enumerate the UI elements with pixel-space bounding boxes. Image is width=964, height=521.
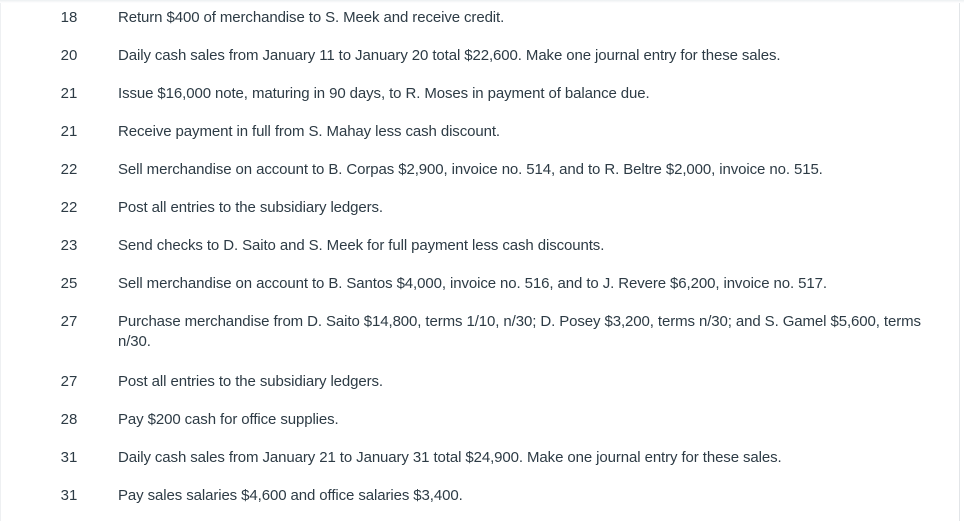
transaction-date: 22 [60, 161, 78, 178]
transaction-text: Post all entries to the subsidiary ledgers. [118, 199, 384, 216]
transaction-date: 23 [60, 237, 78, 254]
top-edge [0, 0, 964, 3]
transaction-date: 28 [60, 411, 78, 428]
transaction-date: 20 [60, 47, 78, 64]
transaction-text: Post all entries to the subsidiary ledgers. [118, 373, 384, 390]
transaction-date: 31 [60, 449, 78, 466]
transaction-date: 27 [60, 373, 78, 390]
transaction-date: 27 [60, 313, 78, 330]
transaction-text: Purchase merchandise from D. Saito $14,800, terms 1/10, n/30; D. Posey $3,200, terms n/30; and S. Gamel $5,600, terms n/30. [118, 313, 921, 350]
transaction-date: 31 [60, 487, 78, 504]
transaction-text: Issue $16,000 note, maturing in 90 days, to R. Moses in payment of balance due. [118, 85, 650, 102]
transaction-date: 22 [60, 199, 78, 216]
transaction-text: Daily cash sales from January 21 to January 31 total $24,900. Make one journal entry for these sales. [118, 449, 782, 466]
transaction-text: Receive payment in full from S. Mahay less cash discount. [118, 123, 500, 140]
transaction-date: 18 [60, 9, 78, 26]
transaction-text: Sell merchandise on account to B. Santos $4,000, invoice no. 516, and to J. Revere $6,200, invoice no. 517. [118, 275, 827, 292]
transaction-text: Daily cash sales from January 11 to January 20 total $22,600. Make one journal entry for these sales. [118, 47, 781, 64]
transaction-date: 21 [60, 85, 78, 102]
transaction-text: Return $400 of merchandise to S. Meek and receive credit. [118, 9, 505, 26]
transaction-text: Pay $200 cash for office supplies. [118, 411, 339, 428]
transaction-text: Pay sales salaries $4,600 and office salaries $3,400. [118, 487, 463, 504]
transaction-date: 21 [60, 123, 78, 140]
transaction-text: Send checks to D. Saito and S. Meek for full payment less cash discounts. [118, 237, 605, 254]
transaction-text: Sell merchandise on account to B. Corpas $2,900, invoice no. 514, and to R. Beltre $2,000, invoice no. 515. [118, 161, 823, 178]
transaction-date: 25 [60, 275, 78, 292]
